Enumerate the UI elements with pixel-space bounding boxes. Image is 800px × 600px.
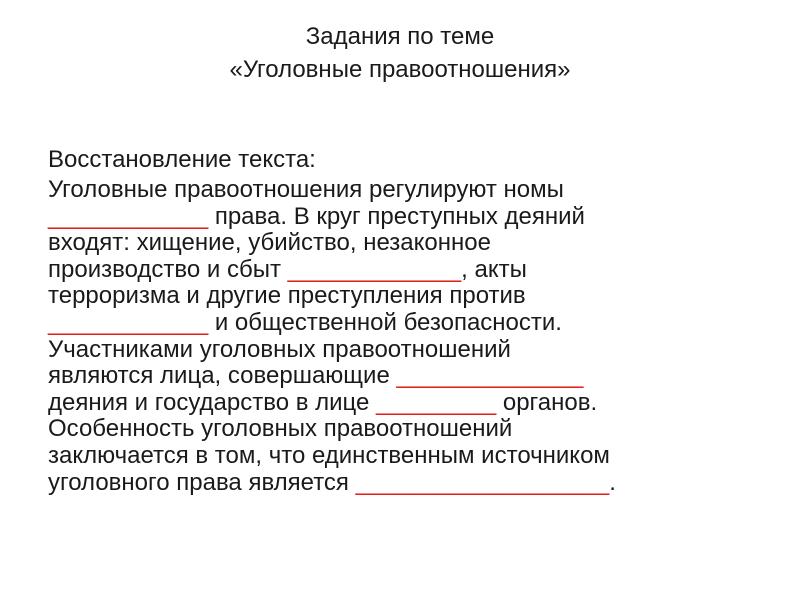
text-line	[48, 416, 758, 443]
fill-in-blank: _________	[376, 388, 497, 416]
slide-title-line-2: «Уголовные правоотношения»	[229, 56, 571, 83]
text-segment: Участниками уголовных правоотношений	[48, 335, 511, 363]
text-segment: Уголовные правоотношения регулируют номы	[48, 176, 564, 203]
text-segment: производство и сбыт	[48, 255, 288, 283]
text-segment: и общественной безопасности.	[208, 308, 562, 336]
text-segment: заключается в том, что единственным источником	[48, 441, 610, 469]
text-segment: являются лица, совершающие	[48, 362, 397, 390]
fill-in-blank: ______________	[396, 362, 584, 390]
text-line	[48, 443, 758, 470]
text-segment: права. В круг преступных деяний	[208, 202, 585, 230]
text-segment: деяния и государство в лице	[48, 388, 377, 416]
text-segment: входят: хищение, убийство, незаконное	[48, 229, 491, 257]
task-paragraph	[48, 177, 758, 496]
text-line	[48, 204, 758, 231]
text-segment: органов.	[496, 388, 598, 416]
task-heading: Восстановление текста:	[48, 146, 316, 173]
text-segment: терроризма и другие преступления против	[48, 282, 526, 310]
task-body	[48, 145, 758, 496]
text-line	[48, 337, 758, 364]
slide-title-line-1: Задания по теме	[305, 23, 495, 50]
slide-title	[0, 20, 800, 86]
text-line	[48, 390, 758, 417]
text-line	[48, 470, 758, 497]
text-line	[48, 230, 758, 257]
text-line	[48, 257, 758, 284]
text-line	[48, 363, 758, 390]
text-line	[48, 177, 758, 204]
text-segment: .	[609, 468, 616, 496]
fill-in-blank: ___________________	[355, 468, 610, 496]
fill-in-blank: ____________	[48, 202, 209, 230]
fill-in-blank: _____________	[287, 255, 462, 283]
text-segment: , акты	[461, 255, 527, 283]
fill-in-blank: ____________	[48, 308, 209, 336]
text-line	[48, 283, 758, 310]
text-segment: Особенность уголовных правоотношений	[48, 415, 513, 443]
text-line	[48, 310, 758, 337]
text-segment: уголовного права является	[48, 468, 356, 496]
